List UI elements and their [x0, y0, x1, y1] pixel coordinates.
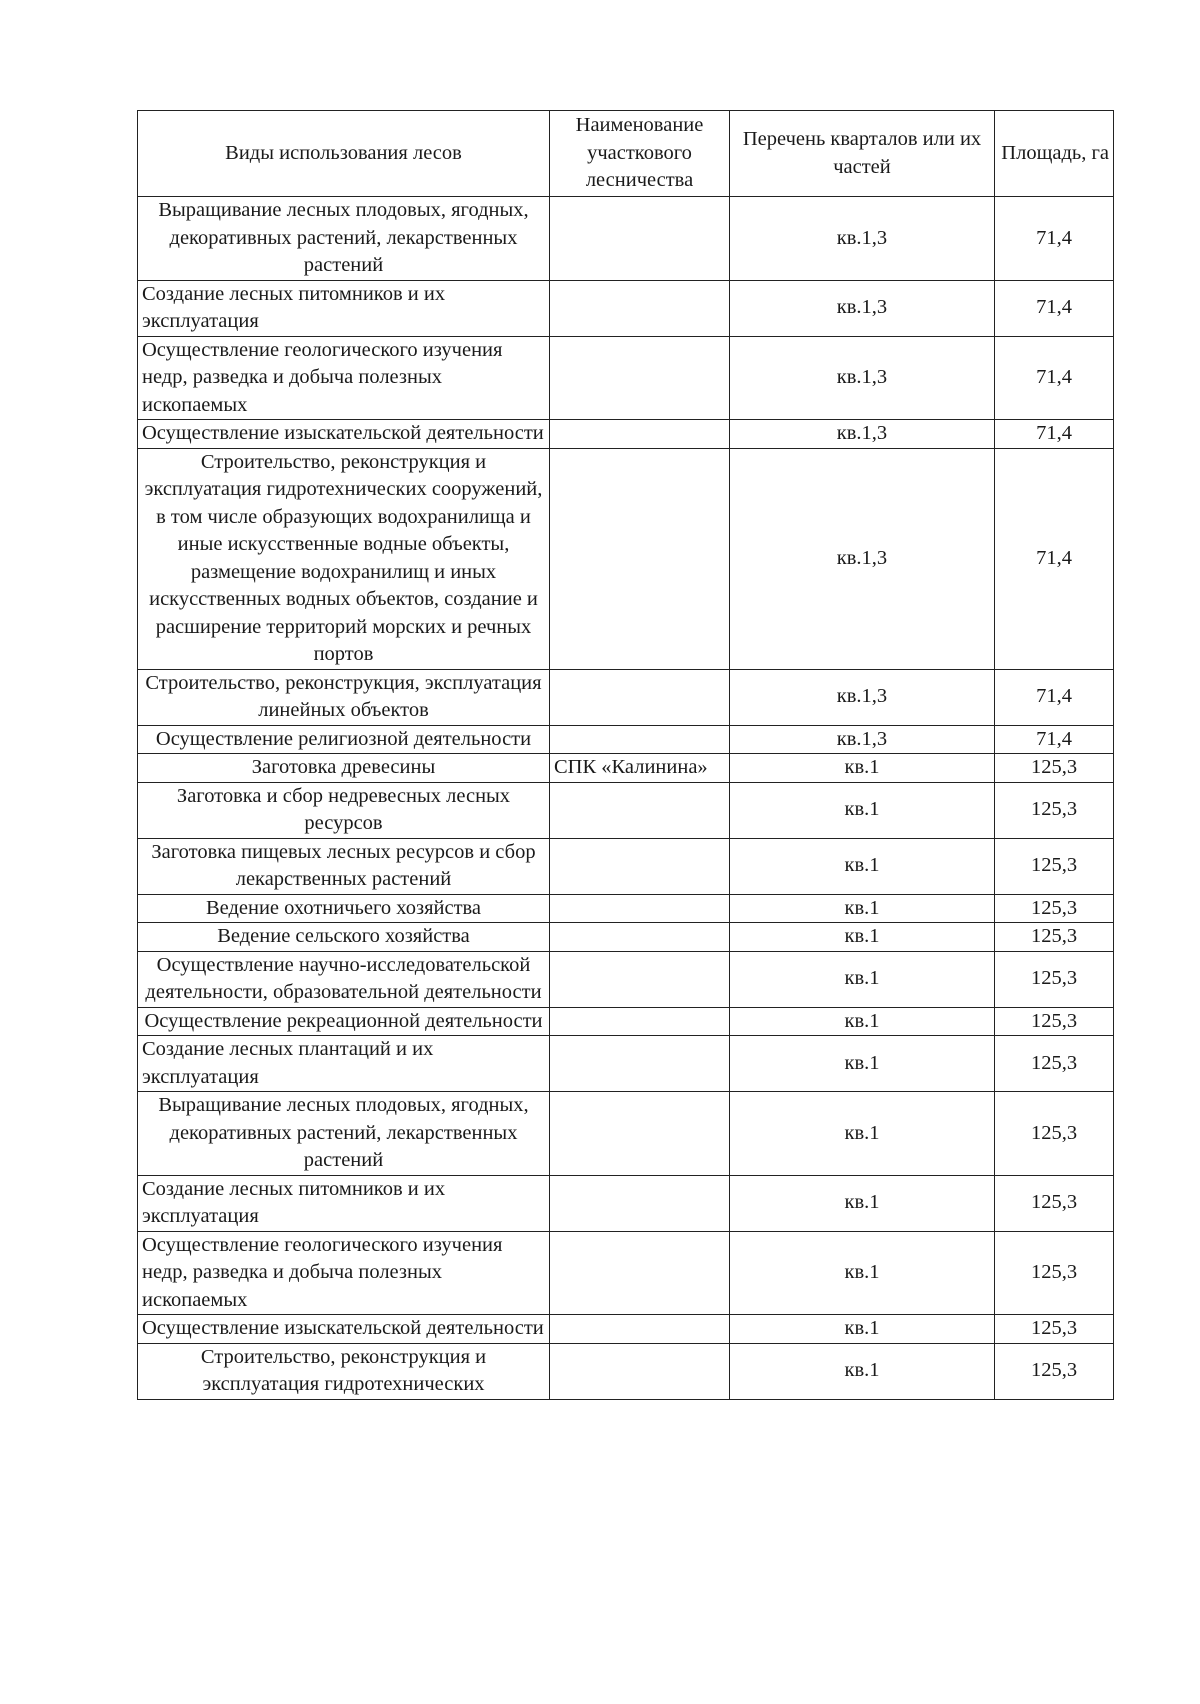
area-cell: 71,4	[995, 420, 1114, 449]
use-type-cell: Заготовка и сбор недревесных лесных ресурсов	[138, 782, 550, 838]
quarters-cell: кв.1	[730, 1036, 995, 1092]
use-type-cell: Осуществление религиозной деятельности	[138, 725, 550, 754]
quarters-cell: кв.1	[730, 923, 995, 952]
table-row	[138, 197, 1114, 281]
quarters-cell: кв.1,3	[730, 669, 995, 725]
forestry-cell	[550, 1315, 730, 1344]
forestry-cell	[550, 669, 730, 725]
forestry-cell: СПК «Калинина»	[550, 754, 730, 783]
quarters-cell: кв.1,3	[730, 725, 995, 754]
forestry-cell	[550, 420, 730, 449]
use-type-cell: Осуществление геологического изучения недр, разведка и добыча полезных ископаемых	[138, 1231, 550, 1315]
area-cell: 125,3	[995, 1315, 1114, 1344]
area-cell: 125,3	[995, 1007, 1114, 1036]
forestry-cell	[550, 280, 730, 336]
forestry-cell	[550, 1007, 730, 1036]
area-cell: 125,3	[995, 1175, 1114, 1231]
quarters-cell: кв.1	[730, 838, 995, 894]
table-row	[138, 894, 1114, 923]
area-cell: 71,4	[995, 197, 1114, 281]
use-type-cell: Выращивание лесных плодовых, ягодных, декоративных растений, лекарственных растений	[138, 197, 550, 281]
forestry-cell	[550, 336, 730, 420]
quarters-cell: кв.1	[730, 1092, 995, 1176]
quarters-cell: кв.1,3	[730, 280, 995, 336]
area-cell: 125,3	[995, 754, 1114, 783]
area-cell: 125,3	[995, 1092, 1114, 1176]
area-cell: 125,3	[995, 838, 1114, 894]
forest-use-table	[137, 110, 1114, 1400]
area-cell: 125,3	[995, 923, 1114, 952]
forestry-cell	[550, 448, 730, 669]
area-cell: 125,3	[995, 951, 1114, 1007]
area-cell: 125,3	[995, 782, 1114, 838]
table-row	[138, 1315, 1114, 1344]
header-forestry: Наименование участкового лесничества	[550, 111, 730, 197]
table-row	[138, 280, 1114, 336]
quarters-cell: кв.1	[730, 782, 995, 838]
table-row	[138, 923, 1114, 952]
use-type-cell: Строительство, реконструкция и эксплуатация гидротехнических сооружений, в том числе образующих водохранилища и иные искусственные водные объекты, размещение водохранилищ и иных искусственных водных объектов, создание и расширение территорий морских и речных портов	[138, 448, 550, 669]
forestry-cell	[550, 951, 730, 1007]
area-cell: 125,3	[995, 894, 1114, 923]
quarters-cell: кв.1	[730, 951, 995, 1007]
table-row	[138, 951, 1114, 1007]
use-type-cell: Строительство, реконструкция, эксплуатация линейных объектов	[138, 669, 550, 725]
area-cell: 71,4	[995, 336, 1114, 420]
use-type-cell: Выращивание лесных плодовых, ягодных, декоративных растений, лекарственных растений	[138, 1092, 550, 1176]
table-row	[138, 669, 1114, 725]
use-type-cell: Создание лесных питомников и их эксплуатация	[138, 1175, 550, 1231]
forestry-cell	[550, 923, 730, 952]
quarters-cell: кв.1,3	[730, 336, 995, 420]
table-row	[138, 336, 1114, 420]
use-type-cell: Заготовка древесины	[138, 754, 550, 783]
forestry-cell	[550, 1092, 730, 1176]
forestry-cell	[550, 1175, 730, 1231]
table-row	[138, 754, 1114, 783]
area-cell: 125,3	[995, 1036, 1114, 1092]
area-cell: 71,4	[995, 448, 1114, 669]
area-cell: 71,4	[995, 669, 1114, 725]
use-type-cell: Осуществление рекреационной деятельности	[138, 1007, 550, 1036]
table-row	[138, 1231, 1114, 1315]
quarters-cell: кв.1	[730, 1231, 995, 1315]
table-row	[138, 782, 1114, 838]
area-cell: 71,4	[995, 280, 1114, 336]
use-type-cell: Ведение охотничьего хозяйства	[138, 894, 550, 923]
table-row	[138, 420, 1114, 449]
table-row	[138, 448, 1114, 669]
table-row	[138, 838, 1114, 894]
table-header-row	[138, 111, 1114, 197]
forestry-cell	[550, 1343, 730, 1399]
use-type-cell: Осуществление изыскательской деятельности	[138, 1315, 550, 1344]
use-type-cell: Строительство, реконструкция и эксплуатация гидротехнических	[138, 1343, 550, 1399]
quarters-cell: кв.1,3	[730, 420, 995, 449]
use-type-cell: Создание лесных плантаций и их эксплуатация	[138, 1036, 550, 1092]
forestry-cell	[550, 782, 730, 838]
quarters-cell: кв.1	[730, 754, 995, 783]
use-type-cell: Ведение сельского хозяйства	[138, 923, 550, 952]
area-cell: 71,4	[995, 725, 1114, 754]
header-use-type: Виды использования лесов	[138, 111, 550, 197]
use-type-cell: Осуществление научно-исследовательской деятельности, образовательной деятельности	[138, 951, 550, 1007]
table-row	[138, 1175, 1114, 1231]
forestry-cell	[550, 1231, 730, 1315]
forestry-cell	[550, 725, 730, 754]
table-row	[138, 725, 1114, 754]
quarters-cell: кв.1	[730, 894, 995, 923]
quarters-cell: кв.1	[730, 1343, 995, 1399]
header-area: Площадь, га	[995, 111, 1114, 197]
forestry-cell	[550, 197, 730, 281]
use-type-cell: Заготовка пищевых лесных ресурсов и сбор лекарственных растений	[138, 838, 550, 894]
forestry-cell	[550, 838, 730, 894]
table-row	[138, 1007, 1114, 1036]
header-quarters: Перечень кварталов или их частей	[730, 111, 995, 197]
table-row	[138, 1036, 1114, 1092]
quarters-cell: кв.1	[730, 1175, 995, 1231]
quarters-cell: кв.1,3	[730, 197, 995, 281]
quarters-cell: кв.1,3	[730, 448, 995, 669]
forestry-cell	[550, 894, 730, 923]
table-row	[138, 1092, 1114, 1176]
quarters-cell: кв.1	[730, 1315, 995, 1344]
area-cell: 125,3	[995, 1343, 1114, 1399]
forestry-cell	[550, 1036, 730, 1092]
use-type-cell: Осуществление изыскательской деятельности	[138, 420, 550, 449]
area-cell: 125,3	[995, 1231, 1114, 1315]
use-type-cell: Осуществление геологического изучения недр, разведка и добыча полезных ископаемых	[138, 336, 550, 420]
use-type-cell: Создание лесных питомников и их эксплуатация	[138, 280, 550, 336]
table-row	[138, 1343, 1114, 1399]
table-body	[138, 197, 1114, 1400]
quarters-cell: кв.1	[730, 1007, 995, 1036]
